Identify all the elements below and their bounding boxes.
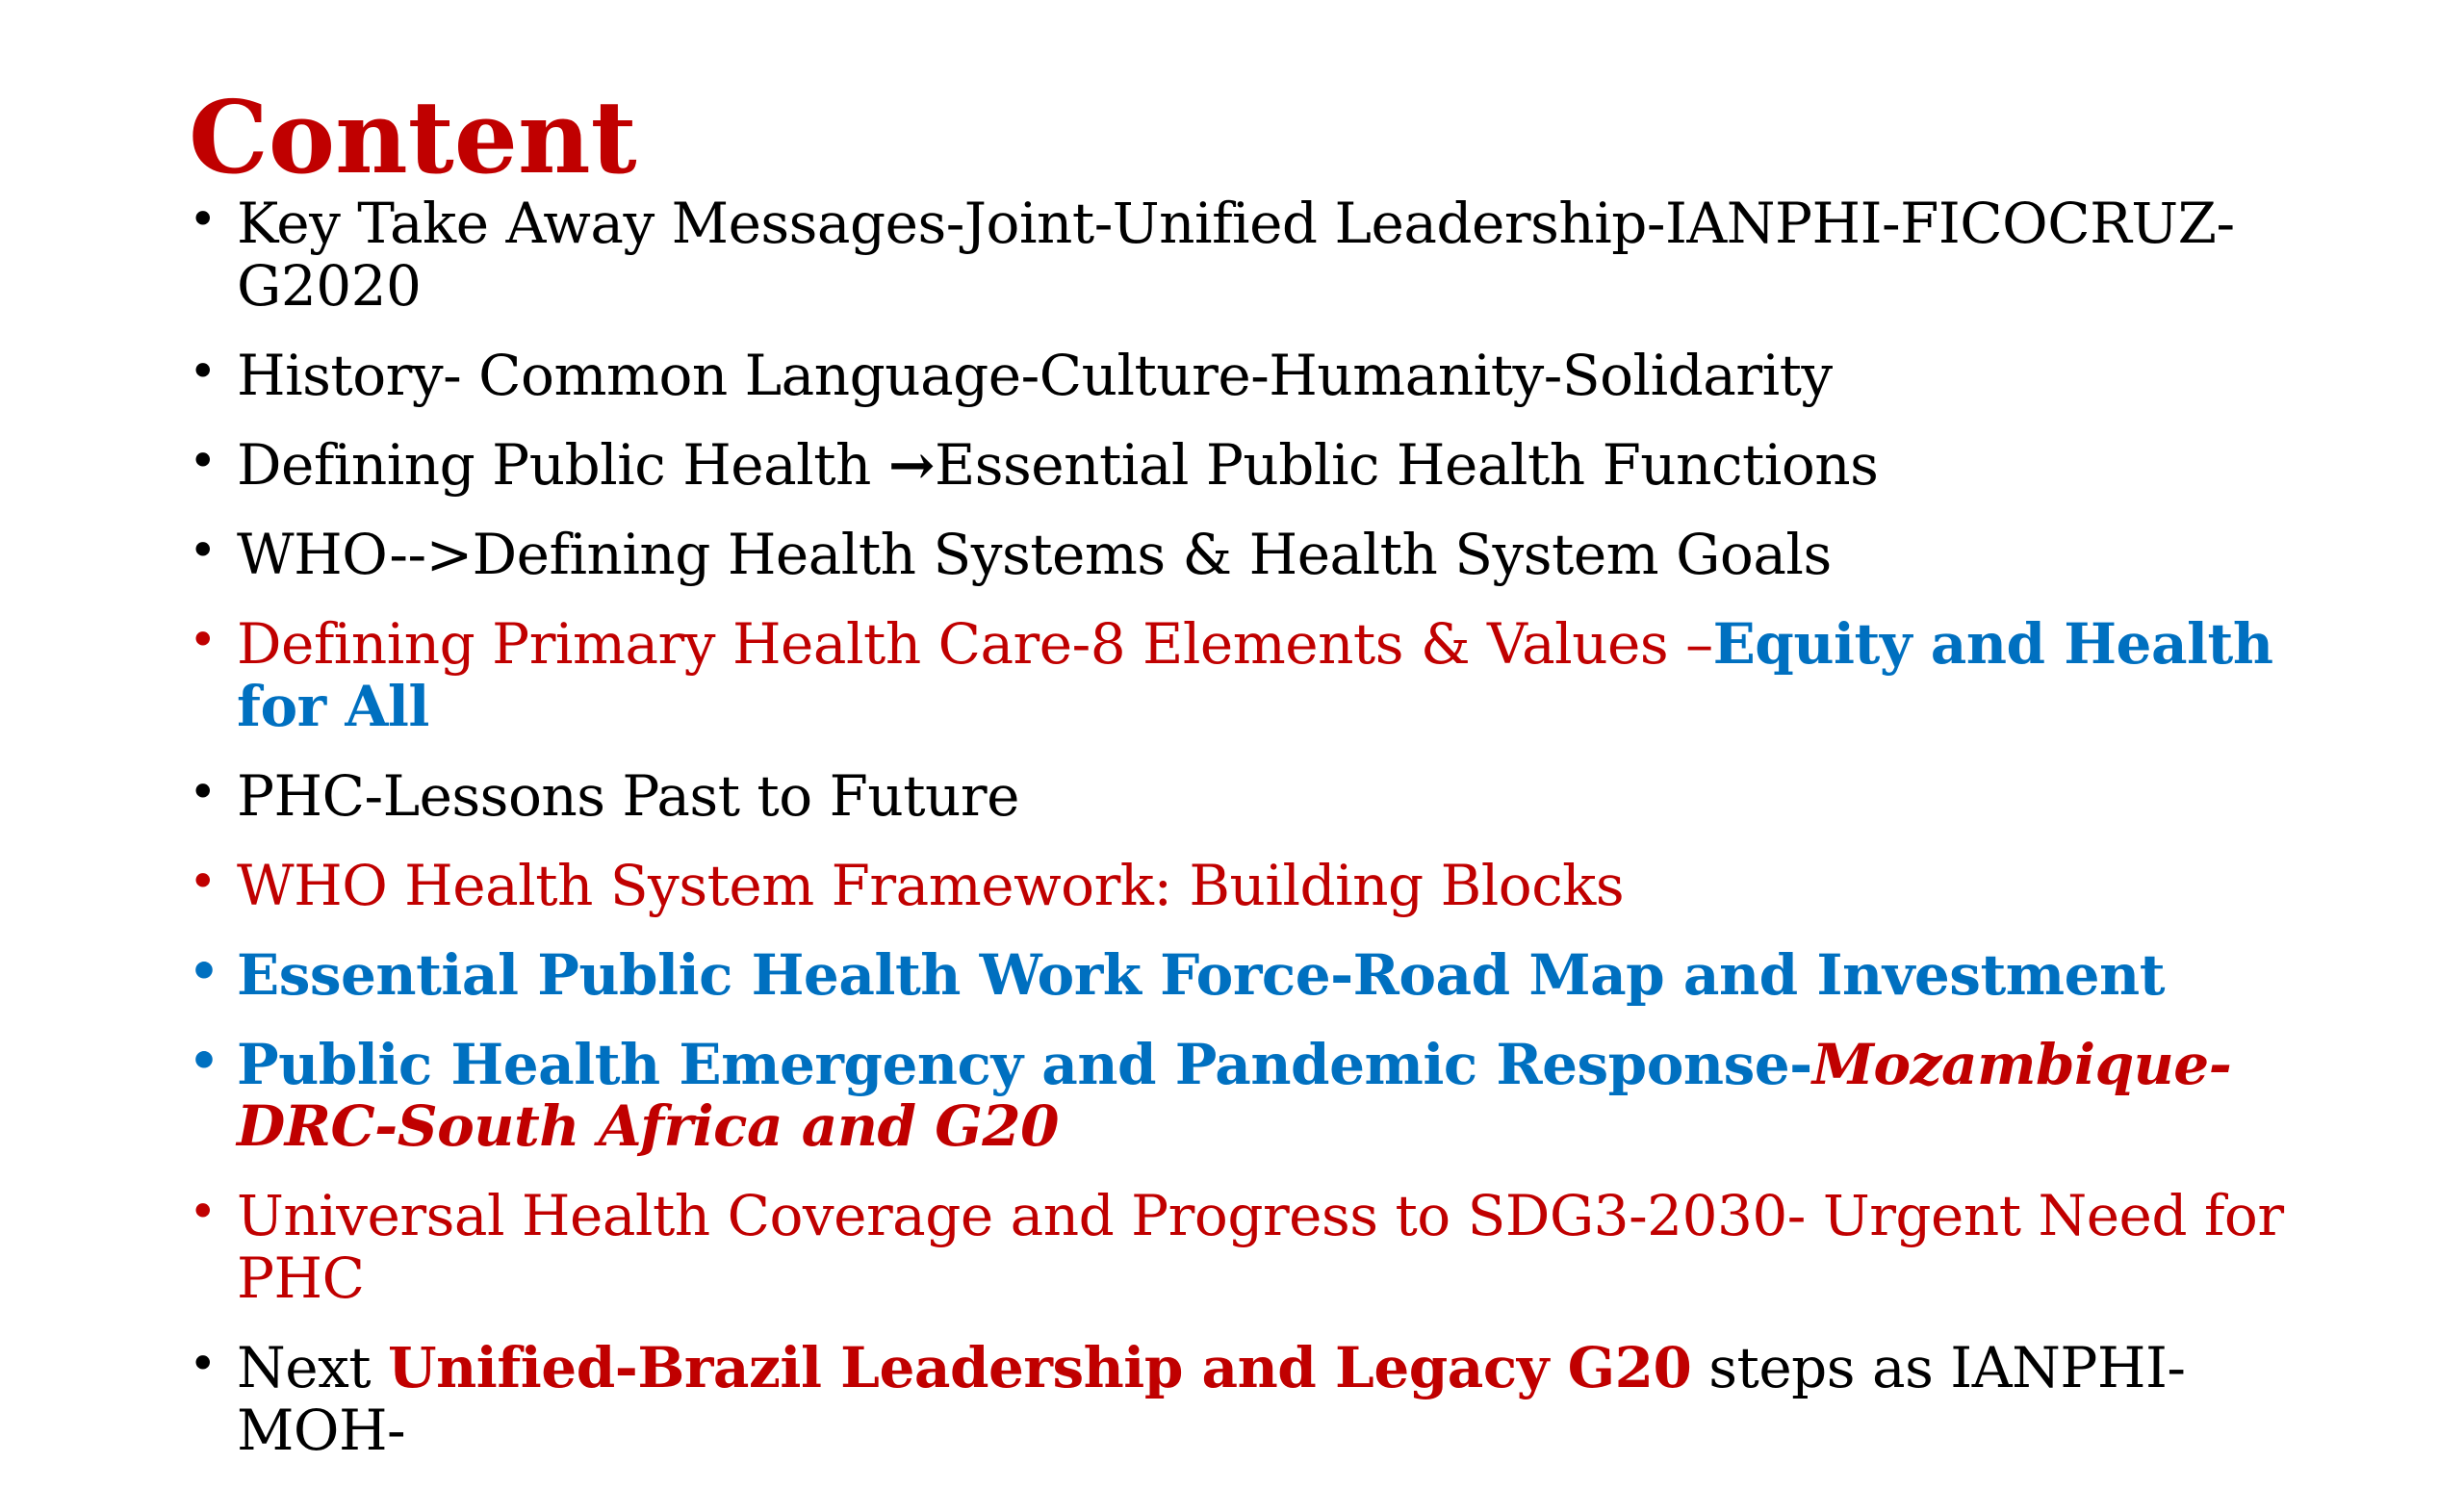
bullet-item: [189, 762, 2345, 829]
bullet-text: Essential Public Health Work Force-Road Map and Investment: [237, 941, 2165, 1008]
bullet-text: Essential Public Health Functions: [934, 431, 1879, 498]
bullet-item: [189, 852, 2345, 918]
bullet-item: [189, 1185, 2345, 1310]
bullet-dot: •: [189, 432, 217, 489]
bullet-text: Key Take Away Messages-Joint-Unified Leadership-IANPHI-FICOCRUZ-G2020: [237, 191, 2235, 319]
bullet-emphasis: Equity and Health for All: [237, 610, 2273, 739]
bullet-text: WHO-->Defining Health Systems & Health System Goals: [237, 521, 1832, 587]
bullet-dot: •: [189, 853, 217, 910]
slide-title: Content: [189, 78, 637, 196]
bullet-emphasis: Unified-Brazil Leadership and Legacy G20: [388, 1335, 1692, 1401]
bullet-text: History- Common Language-Culture-Humanity-Solidarity: [237, 342, 1833, 408]
bullet-text: Universal Health Coverage and Progress to SDG3-2030- Urgent Need for PHC: [237, 1183, 2284, 1312]
arrow-right-icon: →: [887, 431, 935, 498]
bullet-item: [189, 1031, 2345, 1160]
bullet-dot: •: [189, 343, 217, 399]
bullet-text: steps as IANPHI- MOH-: [237, 1335, 2186, 1464]
bullet-text: Public Health Emergency and Pandemic Response-: [237, 1031, 1812, 1097]
bullet-item: [189, 342, 2345, 408]
bullet-item: [189, 193, 2345, 318]
bullet-dot: •: [189, 1031, 219, 1089]
bullet-item: [189, 521, 2345, 587]
content-bullet-list: [189, 193, 2345, 1489]
bullet-item: [189, 610, 2345, 739]
bullet-emphasis: Mozambique-DRC-South Africa and G20: [237, 1031, 2232, 1160]
bullet-text: PHC-Lessons Past to Future: [237, 762, 1019, 829]
bullet-text: Defining Primary Health Care-8 Elements & Values –: [237, 610, 1713, 677]
bullet-dot: •: [189, 192, 217, 247]
bullet-dot: •: [189, 522, 217, 578]
bullet-text: Defining Public Health: [237, 431, 888, 498]
bullet-text: WHO Health System Framework: Building Blocks: [237, 852, 1625, 918]
bullet-item: [189, 1337, 2345, 1462]
bullet-dot: •: [189, 611, 217, 668]
bullet-item: [189, 941, 2345, 1008]
bullet-dot: •: [189, 1336, 217, 1393]
bullet-dot: •: [189, 763, 217, 820]
bullet-dot: •: [189, 941, 219, 999]
bullet-dot: •: [189, 1184, 217, 1241]
bullet-item: [189, 431, 2345, 498]
bullet-text: Next: [237, 1335, 389, 1401]
